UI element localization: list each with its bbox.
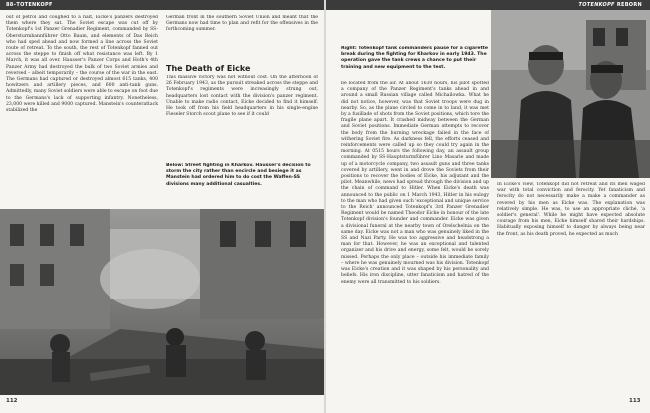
- page-number-left: 112: [6, 398, 18, 404]
- header-book-title: TOTENKOPF: [578, 2, 615, 8]
- tank-commanders-photo: [491, 10, 650, 178]
- left-col2-text-body: This massive victory was not without cost. On the afternoon of 26 February 1943, as the pursuit streaked across the steppe and Totenkopf's regiments were increasingly strung out, headquarters lost contact with the division's panzer regiment. Unable to make radio contact, Eicke decided to find it himself. He took off from his field headquarters in his single-engine Fieseler Storch scout plane to see if it could: [166, 75, 318, 118]
- running-header-right: [325, 0, 650, 10]
- section-heading: The Death of Eicke: [166, 64, 251, 73]
- running-header-left: 88–TOTENKOPF: [0, 0, 325, 10]
- left-photo-caption: Below: Street fighting in Kharkov. Hausser's decision to storm the city rather than encircle and besiege it as Manstein had ordered him to do cost the Waffen-SS divisions many additional casualties.: [166, 163, 311, 187]
- header-chapter-title: REBORN: [616, 2, 642, 8]
- left-col2-text-top: German front in the southern Soviet Union and meant that the Germans now had time to plan and refit for the offensives in the forthcoming summer.: [166, 15, 318, 33]
- street-fighting-photo: [0, 209, 324, 395]
- left-col1-text: out of petrol and coughed to a halt, Eicke's panzers destroyed them where they sat. The Soviet escape was cut off by Totenkopf's 1st Panzer Grenadier Regiment, commanded by SS-Obersturmbannführer Otto Baum, and elements of Das Reich who had sped ahead and now formed a line across the Soviet route of retreat. To the south, the rest of Totenkopf fanned out across the steppe to finish off what resistance was left. By 1 March, it was all over. Hausser's Panzer Corps and Hoth's 4th Panzer Army had destroyed the bulk of two Soviet armies and reversed – albeit temporarily – the course of the war in the east. The Germans had captured or destroyed almost 615 tanks, 400 howitzers and artillery pieces, and 600 anti-tank guns. Admittedly, many Soviet soldiers were able to escape on foot due to the Germans's lack of supporting infantry. Nonetheless, 23,000 were killed and 9000 captured. Manstein's counterattack stabilized the: [6, 15, 158, 114]
- page-number-right: 113: [629, 398, 641, 404]
- right-photo-caption: Right: Totenkopf tank commanders pause for a cigarette break during the fighting for Kharkov in early 1943. The operation gave the tank crews a chance to put their training and new equipment to the test.: [341, 46, 488, 70]
- right-col2-text: In Eicke's view, Totenkopf did not retreat and its men waged war with total conviction and ferocity. Yet fanaticism and ferocity do not necessarily make a make a commander as revered by his men as Eicke was. The explanation was relatively simple. He was, to use an appropriate cliché, 'a soldier's general'. While he might have expected absolute courage from his men, Eicke himself shared their hardships. Habitually exposing himself to danger by always being near the front, as his death proved, he expected as much: [497, 182, 645, 237]
- page-gutter: [324, 0, 326, 413]
- right-col1-text: be located from the air. At about 1630 hours, his pilot spotted a company of the Panzer Regiment's tanks ahead in and around a small Russian village called Michailowka. What he did not notice, however, was that Soviet troops were dug in nearby. So, as the plane circled to come in to land, it was met by a fusillade of shots from the Soviet positions, which tore the fragile plane apart. It crashed midway between the German and Soviet positions. Immediate German attempts to recover the body from the burning wreckage failed in the face of withering Soviet fire. As darkness fell, the efforts ceased and reinforcements were called up so they could try again in the morning. At 0515 hours the following day, an assault group commanded by SS-Hauptsturmführer Lino Masarie and made up of a motorcycle company, two assault guns and three tanks covered by artillery, went in and drove the Soviets from their positions to recover the bodies of Eicke, his adjutant and the pilot. Meanwhile, news had spread through the division and up the chain of command to Hitler. When Eicke's death was announced to the public on 1 March 1943, Hitler in his eulogy to the man who had given such 'exceptional and unique service to the Reich' announced Totenkopf's 3rd Panzer Grenadier Regiment would be named Theodor Eicke in honour of the late Totenkopf division's founder and commander. Eicke was given a divisional funeral at the nearby town of Orelschelnia on the same day. Eicke was not a man who was genuinely liked in the SS and Nazi Party. He was too aggressive and headstrong a man for that. However, he was an exceptional and talented organizer and his drive and energy, some felt, would be sorely missed. Perhaps the only place – outside his immediate family – where he was genuinely mourned was his division. Totenkopf was Eicke's creation and it was shaped by his personality and beliefs. His iron discipline, utter fanaticism and hatred of the enemy were all transmitted to his soldiers.: [341, 81, 489, 285]
